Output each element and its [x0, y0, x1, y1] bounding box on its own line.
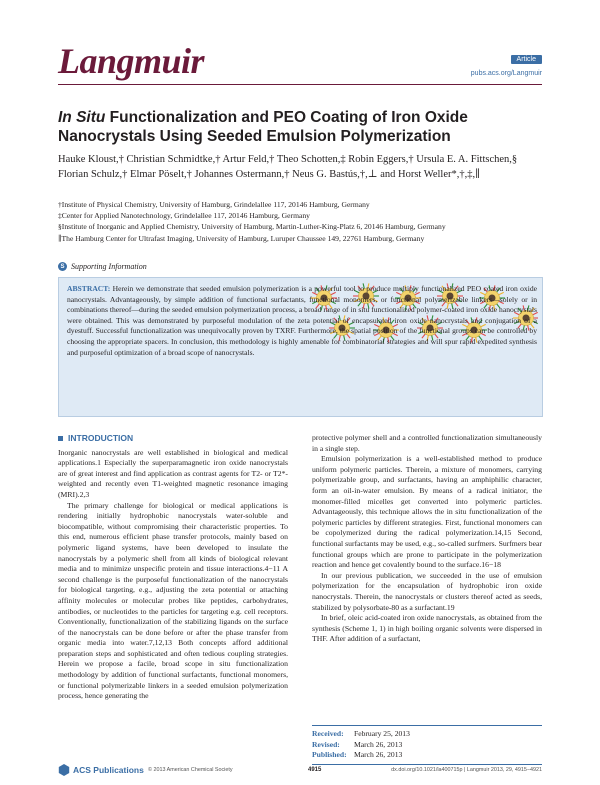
page-footer — [58, 764, 542, 776]
doi-link[interactable]: dx.doi.org/10.1021/la400715p | Langmuir 2013, 29, 4915−4921 — [391, 767, 542, 773]
heading-square-icon — [58, 436, 63, 441]
paragraph: In brief, oleic acid-coated iron oxide nanocrystals, as obtained from the synthesis (Scheme 1, 1) in high boiling organic solvents were dispersed in THF. After addition of a surfactant, — [312, 613, 542, 644]
affiliation: ∥The Hamburg Center for Ultrafast Imaging, University of Hamburg, Luruper Chaussee 149, 22761 Hamburg, Germany — [58, 233, 425, 243]
date-row: Published: March 26, 2013 — [312, 750, 403, 760]
acs-publications-logo: ACS Publications — [58, 764, 148, 776]
paragraph: In our previous publication, we succeeded in the use of emulsion polymerization for the encapsulation of hydrophobic iron oxide nanocrystals. Therein, the nanocrystals or clusters thereof acted as seeds, stabilized by polysorbate-80 as a surfactant.19 — [312, 570, 542, 612]
supporting-info-label: Supporting Information — [71, 262, 147, 271]
abstract-text — [67, 284, 537, 358]
abstract-box — [58, 277, 543, 417]
heading-text: INTRODUCTION — [68, 433, 134, 443]
affiliation: ‡Center for Applied Nanotechnology, Grindelallee 117, 20146 Hamburg, Germany — [58, 211, 310, 221]
article-title — [58, 108, 538, 146]
article-type-badge: Article — [511, 55, 542, 64]
paragraph: The primary challenge for biological or medical applications is rendering initially hydrophobic nanocrystals water-soluble and biocompatible, without compromising their characteristic properties. To this end, numerous efficient phase transfer protocols, mainly based on polymeric ligand systems, have been developed to insulate the nanocrystals by a polymeric shell from all kinds of biological relevant media and to minimize unspecific protein and tissue interactions.4−11 A second challenge is the purposeful functionalization of the nanocrystals for biological targeting, e.g., adjusting the zeta potential or attaching affinity molecules or molecular probes like peptides, carbohydrates, antibodies, or nucleotides to the particles for targeting e.g. cell receptors. Conventionally, functionalization of the stabilizing ligands on the surface of the nanocrystals can be done before or after the phase transfer from organic media into water.7,12,13 Both concepts afford additional preparation steps and sophisticated and often tedious coupling strategies. Herein we propose a facile, broad scope in situ functionalization methodology by addition of functional surfactants, functional monomers, or functional polymerizable linkers in a seeded emulsion polymerization process, hence generating the — [58, 500, 288, 701]
column-left — [58, 433, 288, 702]
paragraph: Emulsion polymerization is a well-established method to produce uniform polymeric particles. Therein, a mixture of monomers, carrying polymerizable group, and surfactants, having an amphiphilic character, form an oil-in-water emulsion. By means of a radical initiator, the monomer-filled micelles get converted into polymeric particles. Advantageously, this technique allows the in situ functionalization of the polymeric particles by different strategies. First, functional monomers can be copolymerized during the radical polymerization.14,15 Second, functional surfactants may be used, e.g., so-called surfmers. Surfmers bear functional groups which are prone to participate in the polymerization reaction and hence get covalently bound to the surface.16−18 — [312, 454, 542, 570]
copyright: © 2013 American Chemical Society — [148, 767, 233, 773]
paragraph: protective polymer shell and a controlled functionalization simultaneously in a single step. — [312, 433, 542, 453]
paragraph: Inorganic nanocrystals are well established in biological and medical applications.1 Especially the superparamagnetic iron oxide nanocrystals are of great interest and find application as contrast agents for T2- or T2*-weighted and recently even T1-weighted magnetic resonance imaging (MRI).2,3 — [58, 447, 288, 499]
header-rule — [58, 84, 542, 85]
acs-hexagon-icon — [58, 764, 70, 776]
journal-logo: Langmuir — [58, 41, 205, 81]
page-number: 4915 — [308, 767, 322, 773]
date-row: Revised: March 26, 2013 — [312, 739, 403, 749]
section-heading — [58, 433, 288, 444]
journal-url-link[interactable]: pubs.acs.org/Langmuir — [470, 70, 542, 77]
publication-dates — [312, 725, 542, 765]
title-italic: In Situ — [58, 109, 106, 126]
abstract-body: Herein we demonstrate that seeded emulsion polymerization is a powerful tool to produce multiply functionalized PEO coated iron oxide nanocrystals. Advantageously, by simple addition of functional surfactants, functional monomers, or functional polymerizable linkers—solely or in combinations thereof—during the seeded emulsion polymerization process, a broad range of in situ functionalized polymer-coated iron oxide nanocrystals were obtained. This was demonstrated by purposeful modulation of the zeta potential of encapsulated iron oxide nanocrystals and conjugation of a dyestuff. Successful functionalization was unequivocally proven by TXRF. Furthermore, the spatial position of the functional groups can be controlled by choosing the appropriate spacers. In conclusion, this methodology is highly amenable for combinatorial strategies and will spur rapid expedited synthesis and purposeful optimization of a broad scope of nanocrystals. — [67, 284, 537, 357]
affiliation: †Institute of Physical Chemistry, University of Hamburg, Grindelallee 117, 20146 Hamburg, Germany — [58, 200, 370, 209]
supporting-info-icon: S — [58, 262, 67, 271]
affiliations — [58, 199, 548, 244]
affiliation: §Institute of Inorganic and Applied Chemistry, University of Hamburg, Martin-Luther-King-Platz 6, 20146 Hamburg, Germany — [58, 222, 446, 232]
title-rest: Functionalization and PEO Coating of Iron Oxide Nanocrystals Using Seeded Emulsion Polymerization — [58, 109, 468, 145]
date-row: Received: February 25, 2013 — [312, 729, 410, 738]
column-right — [312, 433, 542, 645]
author-list: Hauke Kloust,† Christian Schmidtke,† Artur Feld,† Theo Schotten,‡ Robin Eggers,† Ursula E. A. Fittschen,§ Florian Schulz,† Elmar Pöselt,† Johannes Ostermann,† Neus G. Bastús,†,⊥ and Horst Weller*,†,‡,∥ — [58, 154, 518, 180]
supporting-information-link[interactable] — [58, 262, 147, 271]
abstract-label: ABSTRACT: — [67, 284, 111, 293]
